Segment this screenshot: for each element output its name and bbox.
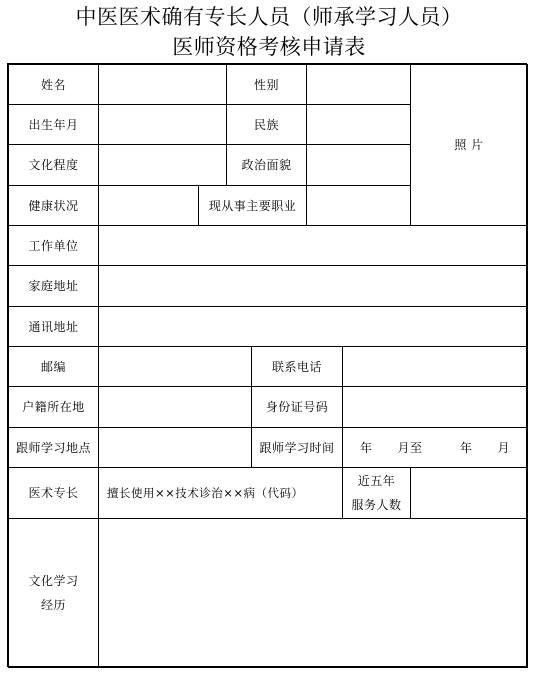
home-address-field[interactable] — [98, 265, 528, 307]
gender-label: 性别 — [226, 64, 307, 105]
served-count-label — [342, 467, 411, 519]
experience-label — [8, 518, 99, 668]
workplace-label: 工作单位 — [8, 225, 99, 266]
name-label: 姓名 — [8, 64, 99, 105]
form-title-line1: 中医医术确有专长人员（师承学习人员） — [75, 5, 463, 29]
gender-field[interactable] — [306, 64, 411, 105]
mail-address-field[interactable] — [98, 306, 528, 347]
phone-label: 联系电话 — [251, 346, 343, 387]
served-count-label-line1: 近五年 — [357, 474, 396, 488]
phone-field[interactable] — [342, 346, 528, 387]
form-title-line2: 医师资格考核申请表 — [172, 35, 366, 59]
education-label: 文化程度 — [8, 144, 99, 186]
mail-address-label: 通讯地址 — [8, 306, 99, 347]
ethnicity-label: 民族 — [226, 104, 307, 145]
hukou-field[interactable] — [98, 386, 252, 428]
occupation-label: 现从事主要职业 — [198, 185, 307, 226]
study-time-field[interactable]: 年 月至 年 月 — [342, 427, 528, 468]
photo-box[interactable]: 照 片 — [410, 64, 528, 226]
health-field[interactable] — [98, 185, 199, 226]
birth-field[interactable] — [98, 104, 227, 145]
occupation-field[interactable] — [306, 185, 411, 226]
study-place-label: 跟师学习地点 — [8, 427, 99, 468]
birth-label: 出生年月 — [8, 104, 99, 145]
specialty-field[interactable]: 擅长使用××技术诊治××病（代码） — [98, 467, 343, 519]
political-field[interactable] — [306, 144, 411, 186]
study-time-label: 跟师学习时间 — [251, 427, 343, 468]
hukou-label: 户籍所在地 — [8, 386, 99, 428]
home-address-label: 家庭地址 — [8, 265, 99, 307]
political-label: 政治面貌 — [226, 144, 307, 186]
served-count-field[interactable] — [410, 467, 528, 519]
workplace-field[interactable] — [98, 225, 528, 266]
study-place-field[interactable] — [98, 427, 252, 468]
zip-field[interactable] — [98, 346, 252, 387]
name-field[interactable] — [98, 64, 227, 105]
experience-field[interactable] — [98, 518, 528, 668]
id-number-field[interactable] — [342, 386, 528, 428]
education-field[interactable] — [98, 144, 227, 186]
ethnicity-field[interactable] — [306, 104, 411, 145]
served-count-label-line2: 服务人数 — [351, 498, 402, 512]
id-number-label: 身份证号码 — [251, 386, 343, 428]
experience-label-line1: 文化学习 — [28, 574, 79, 588]
application-form — [7, 63, 527, 667]
specialty-label: 医术专长 — [8, 467, 99, 519]
experience-label-line2: 经历 — [40, 598, 66, 612]
health-label: 健康状况 — [8, 185, 99, 226]
zip-label: 邮编 — [8, 346, 99, 387]
